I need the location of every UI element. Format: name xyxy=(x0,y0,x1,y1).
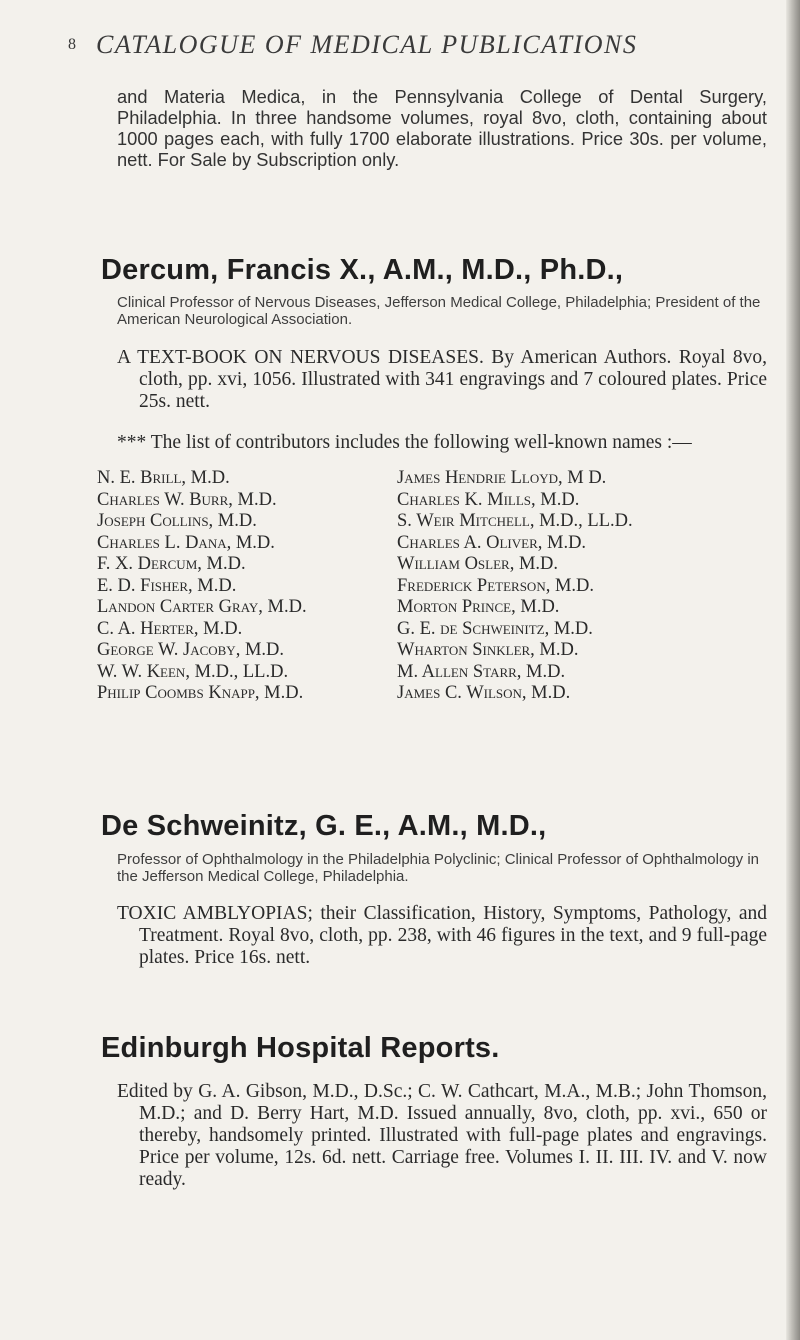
running-head xyxy=(68,30,736,60)
contributors-left-column xyxy=(97,468,397,705)
edinburgh-heading: Edinburgh Hospital Reports. xyxy=(101,1032,500,1064)
dercum-affiliation: Clinical Professor of Nervous Diseases, Jefferson Medical College, Philadelphia; President of the American Neurological Association. xyxy=(117,294,761,328)
contributor-name: F. X. Dercum, M.D. xyxy=(97,554,246,574)
dercum-book: A TEXT-BOOK ON NERVOUS DISEASES. By American Authors. Royal 8vo, cloth, pp. xvi, 1056. Illustrated with 341 engravings and 7 coloured plates. Price 25s. nett. xyxy=(117,347,767,412)
de-schweinitz-book: TOXIC AMBLYOPIAS; their Classification, History, Symptoms, Pathology, and Treatment. Royal 8vo, cloth, pp. 238, with 46 figures in the text, and 9 full-page plates. Price 16s. nett. xyxy=(117,903,767,968)
entry-edinburgh-reports xyxy=(101,1032,767,1191)
continued-entry-text: and Materia Medica, in the Pennsylvania College of Dental Surgery, Philadelphia. In three handsome volumes, royal 8vo, cloth, containing about 1000 pages each, with fully 1700 elaborate illustrations. Price 30s. per volume, nett. For Sale by Subscription only. xyxy=(117,86,767,170)
contributor-name: James C. Wilson, M.D. xyxy=(397,683,571,703)
de-schweinitz-heading: De Schweinitz, G. E., A.M., M.D., xyxy=(101,810,547,842)
contributor-name: Landon Carter Gray, M.D. xyxy=(97,597,307,617)
contributor-name: George W. Jacoby, M.D. xyxy=(97,640,285,660)
contributor-name: Philip Coombs Knapp, M.D. xyxy=(97,683,304,703)
contributor-name: James Hendrie Lloyd, M D. xyxy=(397,468,607,488)
contributor-name: M. Allen Starr, M.D. xyxy=(397,661,566,682)
contributor-name: C. A. Herter, M.D. xyxy=(97,618,243,639)
contributor-name: S. Weir Mitchell, M.D., LL.D. xyxy=(397,511,633,531)
contributor-name: N. E. Brill, M.D. xyxy=(97,468,230,488)
continued-entry xyxy=(117,86,767,170)
contributor-name: Morton Prince, M.D. xyxy=(397,597,560,617)
dercum-note: *** The list of contributors includes the following well-known names :— xyxy=(117,432,692,453)
page-edge-shadow xyxy=(786,0,800,1340)
edinburgh-text: Edited by G. A. Gibson, M.D., D.Sc.; C. W. Cathcart, M.A., M.B.; John Thomson, M.D.; and D. Berry Hart, M.D. Issued annually, 8vo, cloth, pp. xvi., 650 or thereby, handsomely printed. Illustrated with full-page plates and engravings. Price per volume, 12s. 6d. nett. Carriage free. Volumes I. II. III. IV. and V. now ready. xyxy=(117,1081,767,1190)
contributor-name: William Osler, M.D. xyxy=(397,554,559,574)
contributor-name: G. E. de Schweinitz, M.D. xyxy=(397,618,593,639)
running-title: CATALOGUE OF MEDICAL PUBLICATIONS xyxy=(96,30,638,59)
contributor-name: Charles L. Dana, M.D. xyxy=(97,532,275,553)
contributor-name: W. W. Keen, M.D., LL.D. xyxy=(97,661,289,682)
de-schweinitz-affiliation: Professor of Ophthalmology in the Philadelphia Polyclinic; Clinical Professor of Ophthalmology in the Jefferson Medical College, Philadelphia. xyxy=(117,851,759,885)
dercum-heading: Dercum, Francis X., A.M., M.D., Ph.D., xyxy=(101,254,624,286)
contributor-name: Frederick Peterson, M.D. xyxy=(397,575,595,596)
entry-de-schweinitz xyxy=(101,810,767,969)
contributor-list xyxy=(97,468,767,705)
page-number: 8 xyxy=(68,36,78,53)
entry-dercum xyxy=(97,254,767,705)
contributors-right-column xyxy=(397,468,737,705)
contributor-name: Charles A. Oliver, M.D. xyxy=(397,532,587,553)
contributor-name: Joseph Collins, M.D. xyxy=(97,511,257,531)
contributor-name: Charles W. Burr, M.D. xyxy=(97,489,277,510)
contributor-name: Charles K. Mills, M.D. xyxy=(397,489,580,510)
contributor-name: Wharton Sinkler, M.D. xyxy=(397,640,579,660)
contributor-name: E. D. Fisher, M.D. xyxy=(97,575,237,596)
